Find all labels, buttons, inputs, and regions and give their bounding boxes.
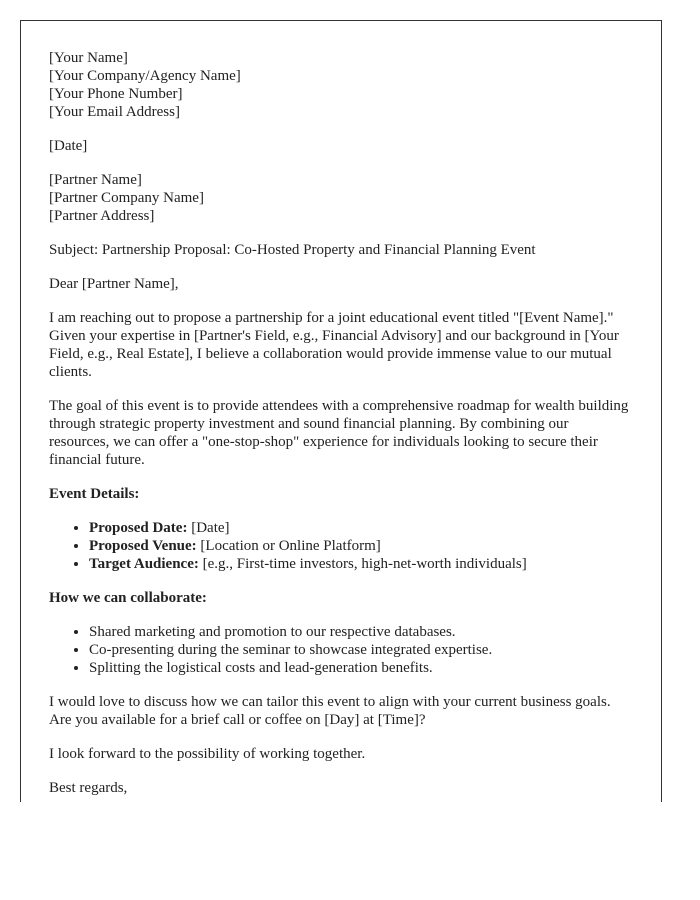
recipient-name: [Partner Name] (49, 172, 142, 188)
sign-off: Best regards, (49, 780, 128, 796)
call-to-action-paragraph: I would love to discuss how we can tailor this event to align with your current business goals. Are you available for a brief call or coffee on [Day] at [Time]? (49, 694, 611, 728)
sender-company: [Your Company/Agency Name] (49, 68, 241, 84)
collaborate-heading (49, 589, 632, 607)
recipient-block (49, 171, 632, 225)
letter-page (20, 20, 662, 802)
item-value: [Date] (187, 520, 230, 536)
list-item (89, 555, 632, 573)
list-item (89, 519, 632, 537)
subject-line: Subject: Partnership Proposal: Co-Hosted Property and Financial Planning Event (49, 242, 536, 258)
recipient-address: [Partner Address] (49, 208, 155, 224)
salutation: Dear [Partner Name], (49, 276, 179, 292)
recipient-company: [Partner Company Name] (49, 190, 204, 206)
item-value: [Location or Online Platform] (196, 538, 381, 554)
item-label: Target Audience: (89, 556, 199, 572)
list-item: • Shared marketing and promotion to our respective databases. (89, 623, 632, 641)
sender-block (49, 49, 632, 121)
collaborate-list (49, 623, 632, 677)
intro-paragraph: I am reaching out to propose a partnership for a joint educational event titled "[Event Name]." Given your expertise in [Partner's Field, e.g., Financial Advisory] and our background in [Your Field, e.g., Real Estate], I believe a collaboration would provide immense value to our mutual clients. (49, 310, 619, 380)
item-value: [e.g., First-time investors, high-net-worth individuals] (198, 556, 527, 572)
sender-phone: [Your Phone Number] (49, 86, 183, 102)
sender-name: [Your Name] (49, 50, 128, 66)
list-item: • Co-presenting during the seminar to showcase integrated expertise. (89, 641, 632, 659)
list-item: • Splitting the logistical costs and lead-generation benefits. (89, 659, 632, 677)
letter-date: [Date] (49, 138, 88, 154)
item-label: Proposed Venue: (89, 538, 197, 554)
closing-paragraph: I look forward to the possibility of working together. (49, 746, 366, 762)
event-details-heading-text: Event Details: (49, 486, 140, 502)
list-item (89, 537, 632, 555)
item-label: Proposed Date: (89, 520, 188, 536)
event-details-heading (49, 485, 632, 503)
collaborate-heading-text: How we can collaborate: (49, 590, 207, 606)
event-details-list (49, 519, 632, 573)
goal-paragraph: The goal of this event is to provide attendees with a comprehensive roadmap for wealth building through strategic property investment and sound financial planning. By combining our resources, we can offer a "one-stop-shop" experience for individuals looking to secure their financial future. (49, 398, 629, 468)
sender-email: [Your Email Address] (49, 104, 180, 120)
